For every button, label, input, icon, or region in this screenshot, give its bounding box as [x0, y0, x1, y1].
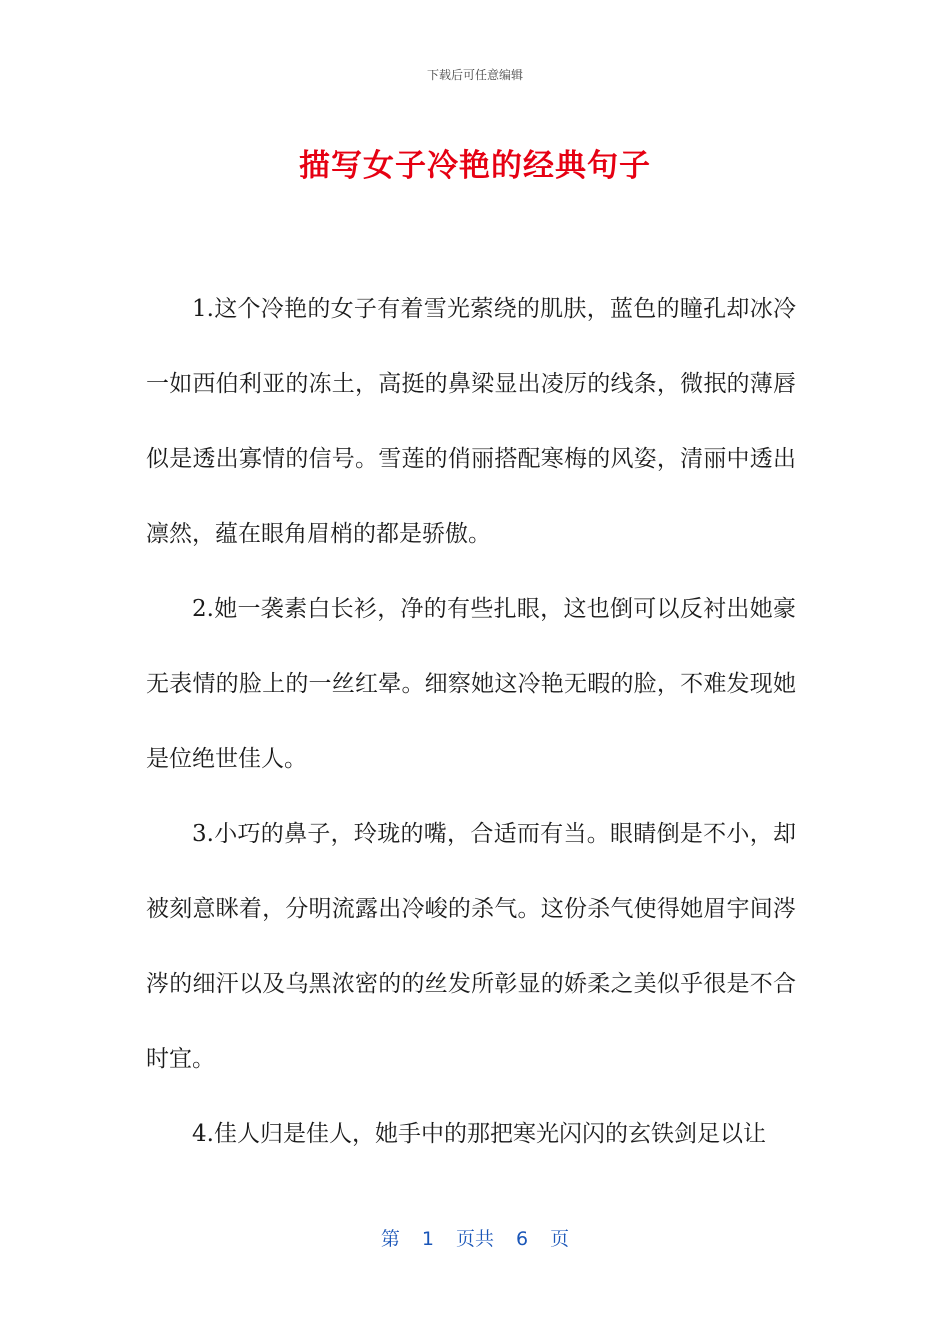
footer-total-pages: 6 [516, 1228, 529, 1250]
footer-page-number: 1 [421, 1228, 434, 1250]
paragraph-2: 2.她一袭素白长衫，净的有些扎眼，这也倒可以反衬出她豪无表情的脸上的一丝红晕。细察她这冷艳无暇的脸，不难发现她是位绝世佳人。 [146, 596, 796, 772]
document-body [146, 272, 796, 1172]
document-title: 描写女子冷艳的经典句子 [299, 148, 651, 184]
paragraph-4: 4.佳人归是佳人，她手中的那把寒光闪闪的玄铁剑足以让 [192, 1121, 766, 1147]
footer-middle: 页共 [455, 1228, 494, 1250]
paragraph-1: 1.这个冷艳的女子有着雪光萦绕的肌肤，蓝色的瞳孔却冰冷一如西伯利亚的冻土，高挺的鼻梁显出凌厉的线条，微抿的薄唇似是透出寡情的信号。雪莲的俏丽搭配寒梅的风姿，清丽中透出凛然，蕴在眼角眉梢的都是骄傲。 [146, 296, 796, 547]
footer-suffix: 页 [550, 1228, 570, 1250]
page-footer [0, 1224, 950, 1251]
paragraph-3: 3.小巧的鼻子，玲珑的嘴，合适而有当。眼睛倒是不小，却被刻意眯着，分明流露出冷峻的杀气。这份杀气使得她眉宇间涔涔的细汗以及乌黑浓密的的丝发所彰显的娇柔之美似乎很是不合时宜。 [146, 821, 796, 1072]
header-note: 下载后可任意编辑 [426, 68, 523, 82]
footer-prefix: 第 [380, 1228, 400, 1250]
